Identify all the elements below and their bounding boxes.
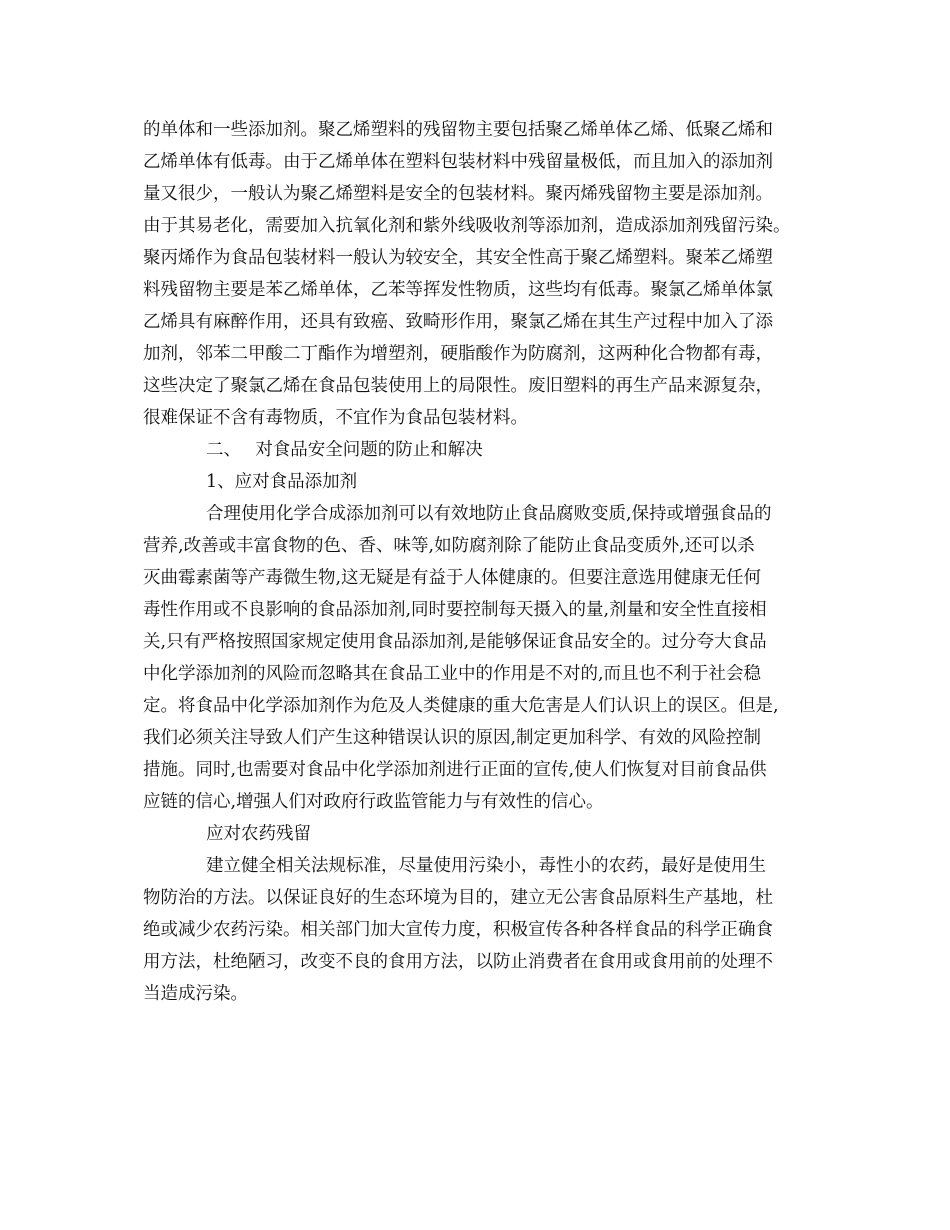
- paragraph-line: 应链的信心,增强人们对政府行政监管能力与有效性的信心。: [143, 792, 604, 812]
- paragraph-line: 物防治的方法。以保证良好的生态环境为目的，建立无公害食品原料生产基地，杜: [143, 888, 773, 908]
- paragraph-line: 营养,改善或丰富食物的色、香、味等,如防腐剂除了能防止食品变质外,还可以杀: [143, 536, 755, 556]
- paragraph-line: 当造成污染。: [143, 984, 248, 1004]
- paragraph-line: 料残留物主要是苯乙烯单体，乙苯等挥发性物质，这些均有低毒。聚氯乙烯单体氯: [143, 280, 773, 300]
- subheading-food-additives: 1、应对食品添加剂: [206, 472, 358, 492]
- paragraph-line: 中化学添加剂的风险而忽略其在食品工业中的作用是不对的,而且也不利于社会稳: [143, 664, 762, 684]
- paragraph-line: 这些决定了聚氯乙烯在食品包装使用上的局限性。废旧塑料的再生产品来源复杂，: [143, 376, 773, 396]
- paragraph-line: 绝或减少农药污染。相关部门加大宣传力度，积极宣传各种各样食品的科学正确食: [143, 920, 773, 940]
- paragraph-line: 很难保证不含有毒物质，不宜作为食品包装材料。: [143, 408, 528, 428]
- paragraph-line: 由于其易老化，需要加入抗氧化剂和紫外线吸收剂等添加剂，造成添加剂残留污染。: [143, 216, 791, 236]
- paragraph-line: 我们必须关注导致人们产生这种错误认识的原因,制定更加科学、有效的风险控制: [143, 728, 762, 748]
- paragraph-line: 关,只有严格按照国家规定使用食品添加剂,是能够保证食品安全的。过分夸大食品: [143, 632, 767, 652]
- paragraph-line: 量又很少，一般认为聚乙烯塑料是安全的包装材料。聚丙烯残留物主要是添加剂。: [143, 184, 773, 204]
- paragraph-line: 定。将食品中化学添加剂作为危及人类健康的重大危害是人们认识上的误区。但是,: [143, 696, 779, 716]
- paragraph-line: 乙烯具有麻醉作用，还具有致癌、致畸形作用，聚氯乙烯在其生产过程中加入了添: [143, 312, 773, 332]
- section-heading: 二、 对食品安全问题的防止和解决: [206, 440, 483, 460]
- paragraph-line: 合理使用化学合成添加剂可以有效地防止食品腐败变质,保持或增强食品的: [206, 504, 772, 524]
- paragraph-line: 灭曲霉素菌等产毒微生物,这无疑是有益于人体健康的。但要注意选用健康无任何: [143, 568, 762, 588]
- paragraph-line: 毒性作用或不良影响的食品添加剂,同时要控制每天摄入的量,剂量和安全性直接相: [143, 600, 767, 620]
- paragraph-line: 用方法，杜绝陋习，改变不良的食用方法，以防止消费者在食用或食用前的处理不: [143, 952, 773, 972]
- paragraph-line: 建立健全相关法规标准，尽量使用污染小，毒性小的农药，最好是使用生: [206, 856, 766, 876]
- paragraph-line: 加剂，邻苯二甲酸二丁酯作为增塑剂，硬脂酸作为防腐剂，这两种化合物都有毒，: [143, 344, 773, 364]
- paragraph-line: 措施。同时,也需要对食品中化学添加剂进行正面的宣传,使人们恢复对目前食品供: [143, 760, 767, 780]
- paragraph-line: 乙烯单体有低毒。由于乙烯单体在塑料包装材料中残留量极低，而且加入的添加剂: [143, 152, 773, 172]
- paragraph-line: 聚丙烯作为食品包装材料一般认为较安全，其安全性高于聚乙烯塑料。聚苯乙烯塑: [143, 248, 773, 268]
- paragraph-line: 的单体和一些添加剂。聚乙烯塑料的残留物主要包括聚乙烯单体乙烯、低聚乙烯和: [143, 120, 773, 140]
- subheading-pesticide-residue: 应对农药残留: [206, 824, 311, 844]
